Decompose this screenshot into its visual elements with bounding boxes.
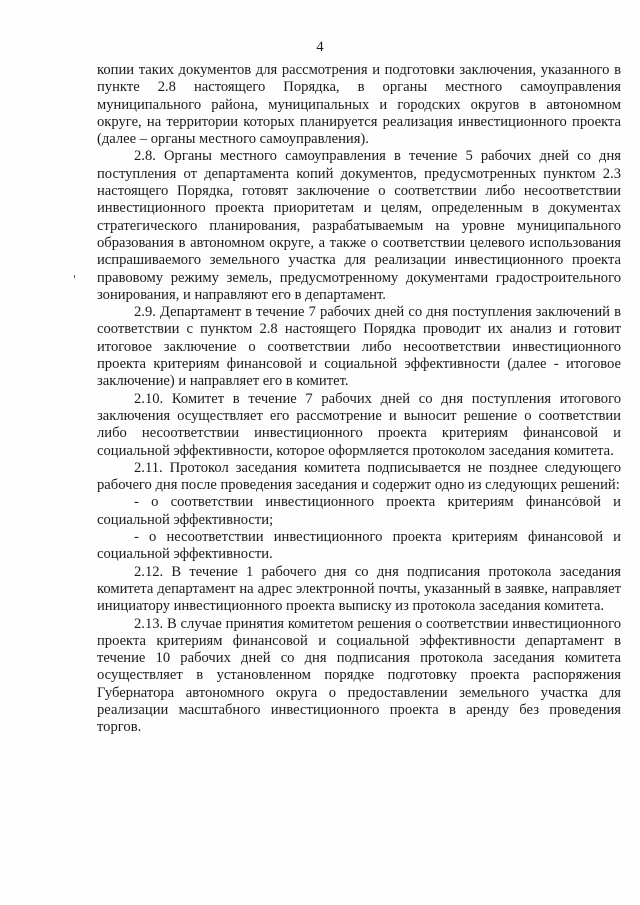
paragraph-2-8: 2.8. Органы местного самоуправления в течение 5 рабочих дней со дня поступления от департамента копий документов, предусмотренных пунктом 2.3 настоящего Порядка, готовят заключение о соответствии либо несоответствии инвестиционного проекта приоритетам и целям, определенным в документах стратегического планирования, разрабатываемым на уровне муниципального образования в автономном округе, а также о соответствии целевого использования испрашиваемого земельного участка для реализации инвестиционного проекта правовому режиму земель, предусмотренному документами градостроительного зонирования, и направляют его в департамент. xyxy=(97,148,621,303)
document-body xyxy=(97,62,621,737)
list-item-noncompliance: - о несоответствии инвестиционного проекта критериям финансовой и социальной эффективности. xyxy=(97,529,621,563)
paragraph-continuation: копии таких документов для рассмотрения и подготовки заключения, указанного в пункте 2.8 настоящего Порядка, в органы местного самоуправления муниципального района, муниципальных и городских округов в автономном округе, на территории которых планируется реализация инвестиционного проекта (далее – органы местного самоуправления). xyxy=(97,62,621,148)
paragraph-2-11: 2.11. Протокол заседания комитета подписывается не позднее следующего рабочего дня после проведения заседания и содержит одно из следующих решений: xyxy=(97,459,621,494)
paragraph-2-12: 2.12. В течение 1 рабочего дня со дня подписания протокола заседания комитета департамент на адрес электронной почты, указанный в заявке, направляет инициатору инвестиционного проекта выписку из протокола заседания комитета. xyxy=(97,563,621,615)
page-number: 4 xyxy=(316,39,324,55)
margin-speck xyxy=(74,275,75,278)
paragraph-2-9: 2.9. Департамент в течение 7 рабочих дней со дня поступления заключений в соответствии с пунктом 2.8 настоящего Порядка проводит их анализ и готовит итоговое заключение о соответствии либо несоответствии инвестиционного проекта критериям финансовой и социальной эффективности (далее - итоговое заключение) и направляет его в комитет. xyxy=(97,304,621,390)
list-item-compliance: - о соответствии инвестиционного проекта критериям финансовой и социальной эффективности; xyxy=(97,494,621,528)
paragraph-2-13: 2.13. В случае принятия комитетом решения о соответствии инвестиционного проекта критериям финансовой и социальной эффективности департамент в течение 10 рабочих дней со дня подписания протокола заседания комитета осуществляет в установленном порядке подготовку проекта распоряжения Губернатора автономного округа о предоставлении земельного участка для реализации масштабного инвестиционного проекта в аренду без проведения торгов. xyxy=(97,615,621,736)
paragraph-2-10: 2.10. Комитет в течение 7 рабочих дней со дня поступления итогового заключения осуществляет его рассмотрение и выносит решение о соответствии либо несоответствии инвестиционного проекта критериям финансовой и социальной эффективности, которое оформляется протоколом заседания комитета. xyxy=(97,390,621,459)
